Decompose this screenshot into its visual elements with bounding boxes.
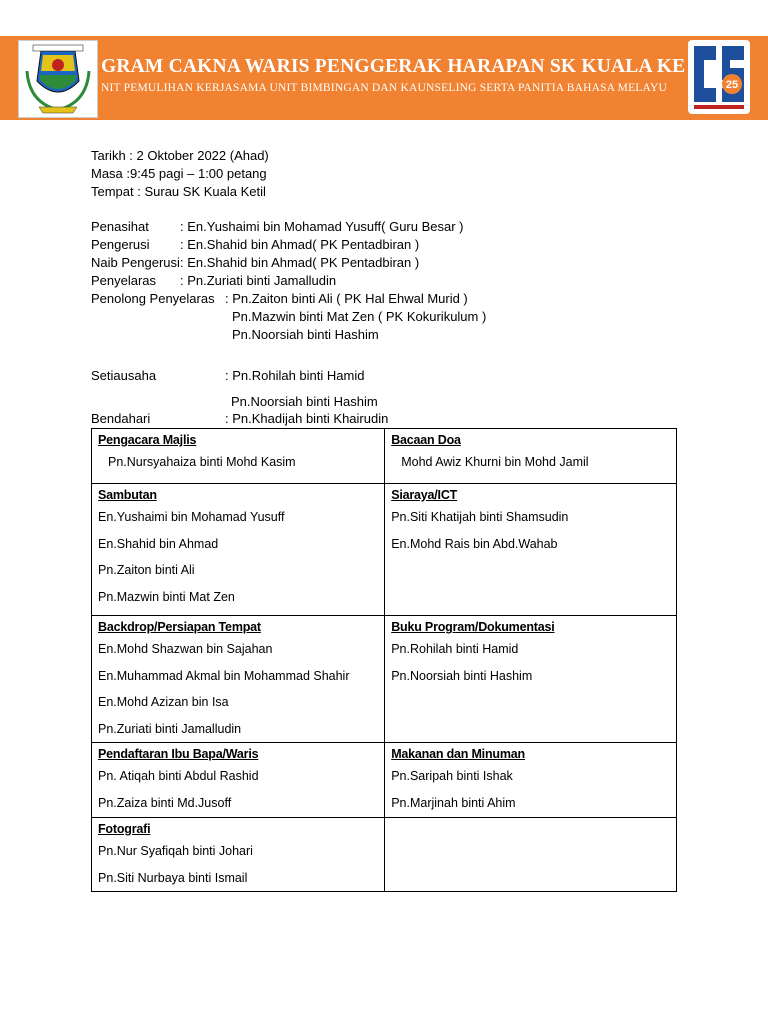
committee-title: Sambutan (98, 488, 157, 502)
committee-title: Buku Program/Dokumentasi (391, 620, 555, 634)
event-details (91, 147, 269, 201)
committee-member: Pn.Mazwin binti Mat Zen (98, 589, 235, 604)
role-value: : En.Shahid bin Ahmad( PK Pentadbiran ) (180, 237, 420, 252)
table-row (92, 743, 677, 818)
role-label: Penolong Penyelaras (91, 291, 215, 306)
committee-member: Pn.Rohilah binti Hamid (391, 642, 519, 656)
committee-title: Makanan dan Minuman (391, 747, 525, 761)
committee-member: En.Shahid bin Ahmad (98, 536, 219, 551)
role-label: Setiausaha (91, 368, 157, 383)
school-crest-icon (18, 40, 98, 118)
committee-member: Pn. Atiqah binti Abdul Rashid (98, 769, 259, 783)
event-time: Masa :9:45 pagi – 1:00 petang (91, 166, 267, 181)
committee-title: Fotografi (98, 822, 151, 836)
committee-member: Pn.Marjinah binti Ahim (391, 795, 516, 810)
committee-cell (92, 743, 385, 818)
committee-member: Pn.Nur Syafiqah binti Johari (98, 844, 253, 858)
committee-member: Pn.Noorsiah binti Hashim (391, 668, 533, 683)
role-value: Pn.Mazwin binti Mat Zen ( PK Kokurikulum ) (232, 309, 487, 324)
committee-title: Pengacara Majlis (98, 433, 197, 447)
committee-member: En.Mohd Azizan bin Isa (98, 695, 229, 709)
role-value: Pn.Noorsiah binti Hashim (232, 327, 379, 342)
role-value: : Pn.Zaiton binti Ali ( PK Hal Ehwal Murid ) (225, 291, 468, 306)
committee-table (91, 428, 677, 892)
committee-cell-empty (385, 818, 677, 892)
committee-cell (92, 818, 385, 892)
table-row (92, 484, 677, 616)
role-label: Pengerusi (91, 237, 150, 252)
header-banner (0, 36, 768, 120)
committee-member: Pn.Saripah binti Ishak (391, 769, 513, 783)
event-date: Tarikh : 2 Oktober 2022 (Ahad) (91, 148, 269, 163)
committee-member: En.Muhammad Akmal bin Mohammad Shahir (98, 668, 350, 683)
committee-title: Bacaan Doa (391, 433, 461, 447)
role-value: : En.Yushaimi bin Mohamad Yusuff( Guru Besar ) (180, 219, 464, 234)
role-value: Pn.Noorsiah binti Hashim (231, 394, 378, 409)
committee-member: En.Yushaimi bin Mohamad Yusuff (98, 510, 285, 524)
role-value: : En.Shahid bin Ahmad( PK Pentadbiran ) (180, 255, 420, 270)
role-label: Bendahari (91, 411, 151, 426)
committee-title: Siaraya/ICT (391, 488, 458, 502)
anniversary-badge-icon (688, 40, 750, 114)
role-value: : Pn.Khadijah binti Khairudin (225, 411, 389, 426)
committee-member: Pn.Siti Khatijah binti Shamsudin (391, 510, 569, 524)
committee-member: Pn.Zaiton binti Ali (98, 563, 195, 577)
committee-cell (385, 616, 677, 743)
event-venue: Tempat : Surau SK Kuala Ketil (91, 184, 266, 199)
program-subtitle: NIT PEMULIHAN KERJASAMA UNIT BIMBINGAN DAN KAUNSELING SERTA PANITIA BAHASA MELAYU (101, 82, 667, 94)
committee-title: Pendaftaran Ibu Bapa/Waris (98, 747, 259, 761)
committee-member: En.Mohd Shazwan bin Sajahan (98, 642, 273, 656)
committee-title: Backdrop/Persiapan Tempat (98, 620, 261, 634)
badge-number: 25 (725, 79, 739, 91)
role-label: Penyelaras (91, 273, 157, 288)
role-label: Naib Pengerusi (91, 255, 180, 270)
table-row (92, 818, 677, 892)
committee-member: Mohd Awiz Khurni bin Mohd Jamil (401, 455, 589, 469)
committee-member: En.Mohd Rais bin Abd.Wahab (391, 536, 558, 551)
role-label: Penasihat (91, 219, 149, 234)
committee-member: Pn.Zaiza binti Md.Jusoff (98, 795, 232, 810)
committee-cell (92, 484, 385, 616)
table-row (92, 429, 677, 484)
committee-cell (92, 616, 385, 743)
committee-cell (92, 429, 385, 484)
program-title: GRAM CAKNA WARIS PENGGERAK HARAPAN SK KUALA KE (101, 56, 686, 77)
committee-member: Pn.Siti Nurbaya binti Ismail (98, 870, 248, 885)
committee-member: Pn.Zuriati binti Jamalludin (98, 721, 242, 736)
committee-cell (385, 429, 677, 484)
committee-cell (385, 743, 677, 818)
committee-cell (385, 484, 677, 616)
role-value: : Pn.Rohilah binti Hamid (225, 368, 365, 383)
role-value: : Pn.Zuriati binti Jamalludin (180, 273, 337, 288)
table-row (92, 616, 677, 743)
committee-member: Pn.Nursyahaiza binti Mohd Kasim (108, 455, 296, 469)
